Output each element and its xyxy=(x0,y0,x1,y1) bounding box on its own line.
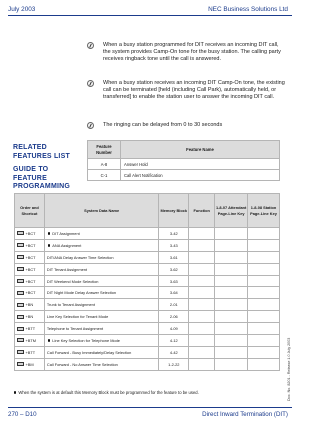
attendant-key-cell xyxy=(215,263,248,275)
system-data-name: DIT Night Mode Delay Answer Selection xyxy=(44,287,158,299)
attendant-key-cell xyxy=(215,358,248,370)
function-cell xyxy=(189,358,215,370)
memory-block: 3-64 xyxy=(159,287,189,299)
order-header: Order and Shortcut xyxy=(15,194,45,228)
station-key-cell xyxy=(248,311,280,323)
memory-block: 3-43 xyxy=(159,239,189,251)
function-cell xyxy=(189,335,215,347)
note-text: When a busy station receives an incoming DIT Camp-On tone, the existing call can be terminated [held (including Call Park), automatically held, or transferred] to enable the station user to answer the incoming DIT call. xyxy=(103,80,285,101)
table-row xyxy=(15,299,280,311)
bullet-icon xyxy=(48,244,50,246)
function-cell xyxy=(189,263,215,275)
shortcut-cell xyxy=(15,251,45,263)
function-cell xyxy=(189,228,215,240)
system-data-name: Call Forward - No Answer Time Selection xyxy=(44,358,158,370)
shortcut-cell xyxy=(15,228,45,240)
note-item xyxy=(87,80,287,102)
keypad-icon xyxy=(17,267,24,271)
memory-block: 1-2-22 xyxy=(159,358,189,370)
attendant-key-cell xyxy=(215,239,248,251)
table-row xyxy=(15,251,280,263)
table-row xyxy=(15,335,280,347)
attendant-key-cell xyxy=(215,299,248,311)
memory-block: 3-61 xyxy=(159,251,189,263)
shortcut-cell xyxy=(15,299,45,311)
station-key-cell xyxy=(248,323,280,335)
system-data-name: DIT Assignment xyxy=(44,228,158,240)
related-features-table xyxy=(87,140,280,181)
keypad-icon xyxy=(17,362,24,366)
system-data-name: Call Forward - Busy Immediately/Delay Selection xyxy=(44,346,158,358)
table-row xyxy=(15,358,280,370)
table-row xyxy=(15,323,280,335)
shortcut-code: +BCT xyxy=(25,230,36,236)
shortcut-cell xyxy=(15,311,45,323)
system-data-name: ANA Assignment xyxy=(44,239,158,251)
attendant-key-cell xyxy=(215,228,248,240)
table-row xyxy=(88,170,280,181)
shortcut-code: +BN xyxy=(25,302,34,308)
station-key-cell xyxy=(248,228,280,240)
note-text: The ringing can be delayed from 0 to 30 seconds xyxy=(103,122,223,128)
table-row xyxy=(15,287,280,299)
feature-number: C-1 xyxy=(88,170,121,181)
function-cell xyxy=(189,251,215,263)
system-data-name: DIT Tenant Assignment xyxy=(44,263,158,275)
function-cell xyxy=(189,239,215,251)
system-name-header: System Data Name xyxy=(44,194,158,228)
table-row xyxy=(15,311,280,323)
station-key-cell xyxy=(248,346,280,358)
system-data-name: DIT Weekend Mode Selection xyxy=(44,275,158,287)
feature-name: Answer Hold xyxy=(121,159,280,170)
memory-block: 2-06 xyxy=(159,311,189,323)
shortcut-code: +BTT xyxy=(25,349,36,355)
system-data-name: Telephone to Tenant Assignment xyxy=(44,323,158,335)
footer-page-number: 270 – D10 xyxy=(8,411,37,418)
note-pencil-icon xyxy=(87,80,94,87)
keypad-icon xyxy=(17,243,24,247)
keypad-icon xyxy=(17,303,24,307)
shortcut-cell xyxy=(15,358,45,370)
shortcut-code: +BN xyxy=(25,314,34,320)
footnote: When the system is at default this Memory Block must be programmed for the feature to be used. xyxy=(14,390,199,395)
keypad-icon xyxy=(17,291,24,295)
footer-title: Direct Inward Termination (DIT) xyxy=(202,411,288,418)
table-row xyxy=(15,346,280,358)
related-features-heading: RELATED FEATURES LIST xyxy=(13,144,70,160)
note-item xyxy=(87,122,287,129)
keypad-icon xyxy=(17,338,24,342)
keypad-icon xyxy=(17,315,24,319)
function-cell xyxy=(189,275,215,287)
header-company: NEC Business Solutions Ltd xyxy=(208,6,288,13)
system-data-name: Line Key Selection for Tenant Mode xyxy=(44,311,158,323)
function-cell xyxy=(189,346,215,358)
bullet-icon xyxy=(14,391,16,393)
system-data-name: Trunk to Tenant Assignment xyxy=(44,299,158,311)
shortcut-code: +BCT xyxy=(25,266,36,272)
table-row xyxy=(15,263,280,275)
station-key-cell xyxy=(248,239,280,251)
function-cell xyxy=(189,287,215,299)
station-key-cell xyxy=(248,263,280,275)
shortcut-code: +BCT xyxy=(25,278,36,284)
programming-table xyxy=(14,193,280,371)
table-row xyxy=(15,239,280,251)
attendant-key-cell xyxy=(215,251,248,263)
attendant-key-cell xyxy=(215,335,248,347)
feature-name: Call Alert Notification xyxy=(121,170,280,181)
bullet-icon xyxy=(48,339,50,341)
memory-block: 2-01 xyxy=(159,299,189,311)
station-key-cell xyxy=(248,251,280,263)
programming-guide-heading: GUIDE TO FEATURE PROGRAMMING xyxy=(13,166,71,190)
header-date: July 2003 xyxy=(8,6,36,13)
shortcut-cell xyxy=(15,335,45,347)
note-pencil-icon xyxy=(87,122,94,129)
shortcut-cell xyxy=(15,323,45,335)
shortcut-code: +BCT xyxy=(25,242,36,248)
memory-block: 3-62 xyxy=(159,263,189,275)
shortcut-cell xyxy=(15,263,45,275)
function-cell xyxy=(189,311,215,323)
shortcut-code: +BTM xyxy=(25,337,36,343)
system-data-name: Line Key Selection for Telephone Mode xyxy=(44,335,158,347)
memory-block: 4-12 xyxy=(159,335,189,347)
feature-name-header: Feature Name xyxy=(121,141,280,159)
side-doc-number: Doc. No. 8201 - Release 1.0 July 2003 xyxy=(287,337,291,401)
attendant-key-cell xyxy=(215,275,248,287)
keypad-icon xyxy=(17,231,24,235)
bullet-icon xyxy=(48,232,50,234)
attendant-key-cell xyxy=(215,346,248,358)
feature-number: A-8 xyxy=(88,159,121,170)
shortcut-code: +BCT xyxy=(25,254,36,260)
station-key-cell xyxy=(248,275,280,287)
station-key-cell xyxy=(248,299,280,311)
keypad-icon xyxy=(17,350,24,354)
station-key-cell xyxy=(248,358,280,370)
attendant-key-cell xyxy=(215,287,248,299)
keypad-icon xyxy=(17,327,24,331)
keypad-icon xyxy=(17,255,24,259)
note-item xyxy=(87,42,287,64)
feature-number-header: Feature Number xyxy=(88,141,121,159)
memory-block: 3-42 xyxy=(159,228,189,240)
station-key-header: 1-8-08 Station Page-Line Key xyxy=(248,194,280,228)
shortcut-code: +BCT xyxy=(25,290,36,296)
shortcut-code: +BTT xyxy=(25,326,36,332)
function-cell xyxy=(189,299,215,311)
attendant-key-cell xyxy=(215,311,248,323)
attendant-key-cell xyxy=(215,323,248,335)
memory-block: 4-42 xyxy=(159,346,189,358)
attendant-key-header: 1-8-07 Attendant Page-Line Key xyxy=(215,194,248,228)
station-key-cell xyxy=(248,287,280,299)
note-text: When a busy station programmed for DIT receives an incoming DIT call, the system provides Camp-On tone for the busy station. The calling party receives ringback tone until the call is answered. xyxy=(103,42,281,63)
function-header: Function xyxy=(189,194,215,228)
shortcut-cell xyxy=(15,346,45,358)
system-data-name: DIT/ANA Delay Answer Time Selection xyxy=(44,251,158,263)
shortcut-code: +BM xyxy=(25,361,34,367)
header-rule xyxy=(8,15,292,16)
keypad-icon xyxy=(17,279,24,283)
table-row xyxy=(88,159,280,170)
shortcut-cell xyxy=(15,275,45,287)
note-pencil-icon xyxy=(87,42,94,49)
memory-block: 3-63 xyxy=(159,275,189,287)
memory-block: 4-09 xyxy=(159,323,189,335)
memory-block-header: Memory Block xyxy=(159,194,189,228)
footer-rule xyxy=(8,407,292,408)
function-cell xyxy=(189,323,215,335)
shortcut-cell xyxy=(15,287,45,299)
station-key-cell xyxy=(248,335,280,347)
table-row xyxy=(15,275,280,287)
shortcut-cell xyxy=(15,239,45,251)
table-row xyxy=(15,228,280,240)
